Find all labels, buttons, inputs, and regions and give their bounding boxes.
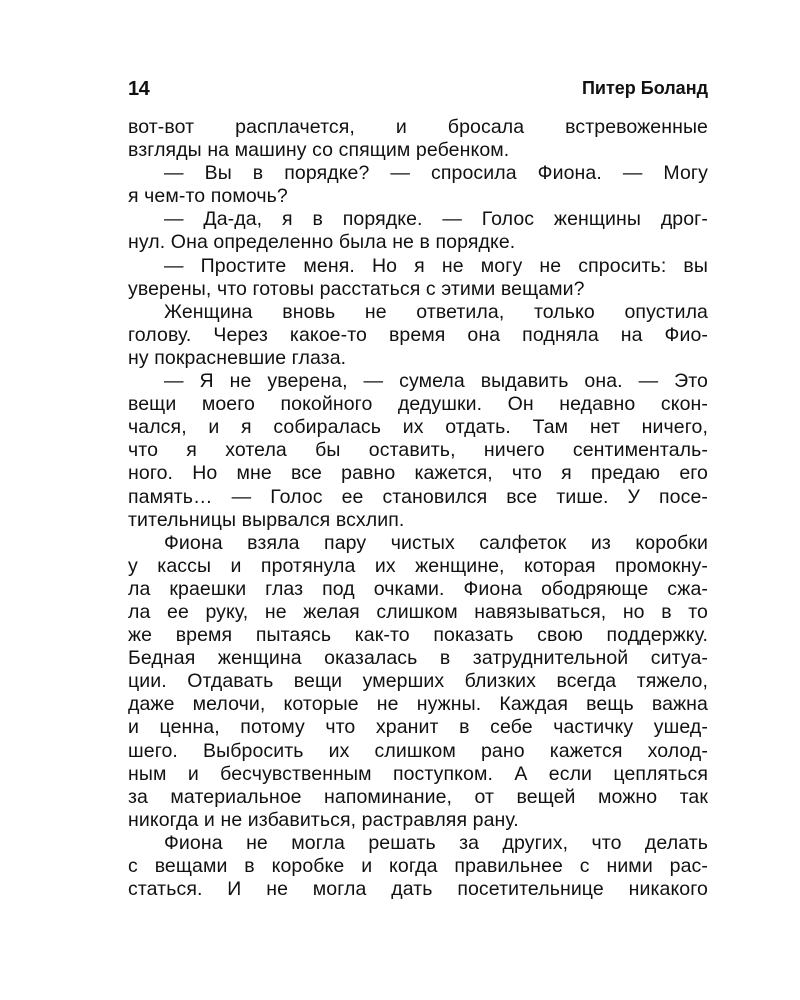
text-line: чался, и я собиралась их отдать. Там нет ничего, xyxy=(128,416,708,439)
text-line: — Я не уверена, — сумела выдавить она. — Это xyxy=(164,370,708,393)
text-line: ла ее руку, не желая слишком навязываться, но в то xyxy=(128,600,708,623)
text-line: — Вы в порядке? — спросила Фиона. — Могу xyxy=(164,162,708,185)
text-line: что я хотела бы оставить, ничего сентименталь- xyxy=(128,439,708,462)
text-line: голову. Через какое-то время она подняла на Фио- xyxy=(128,323,708,346)
page-header xyxy=(128,74,708,104)
text-line: шего. Выбросить их слишком рано кажется холод- xyxy=(128,739,708,762)
text-line: Фиона взяла пару чистых салфеток из коробки xyxy=(164,531,708,554)
text-line: я чем-то помочь? xyxy=(128,185,288,208)
text-line: вот-вот расплачется, и бросала встревоженные xyxy=(128,116,708,138)
text-line: — Простите меня. Но я не могу не спросить: вы xyxy=(164,254,708,277)
text-line: же время пытаясь как-то показать свою поддержку. xyxy=(128,624,708,647)
text-line: — Да-да, я в порядке. — Голос женщины дрог- xyxy=(164,208,708,231)
running-head: Питер Боланд xyxy=(581,78,708,98)
text-line: ла краешки глаз под очками. Фиона ободряюще сжа- xyxy=(128,577,708,600)
text-line: уверены, что готовы расстаться с этими вещами? xyxy=(128,277,585,300)
text-line: вещи моего покойного дедушки. Он недавно скон- xyxy=(128,393,708,416)
text-line: у кассы и протянула их женщине, которая промокну- xyxy=(128,554,708,577)
text-line: Бедная женщина оказалась в затруднительной ситуа- xyxy=(128,647,708,670)
text-line: ну покрасневшие глаза. xyxy=(128,346,347,369)
text-line: Фиона не могла решать за других, что делать xyxy=(164,831,708,854)
text-line: память… — Голос ее становился все тише. У посе- xyxy=(128,485,708,508)
text-line: ции. Отдавать вещи умерших близких всегда тяжело, xyxy=(128,670,708,693)
body-text xyxy=(128,116,708,901)
text-line: за материальное напоминание, от вещей можно так xyxy=(128,785,708,808)
text-line: и ценна, потому что хранит в себе частичку ушед- xyxy=(128,716,708,739)
page-number: 14 xyxy=(128,78,150,100)
text-line: Женщина вновь не ответила, только опустила xyxy=(164,300,708,323)
text-line: статься. И не могла дать посетительнице никакого xyxy=(128,878,708,901)
text-line: с вещами в коробке и когда правильнее с ними рас- xyxy=(128,855,708,877)
text-line: даже мелочи, которые не нужны. Каждая вещь важна xyxy=(128,693,708,716)
text-line: нул. Она определенно была не в порядке. xyxy=(128,231,516,254)
text-line: ным и бесчувственным поступком. А если цепляться xyxy=(128,762,708,785)
text-line: ного. Но мне все равно кажется, что я предаю его xyxy=(128,462,708,485)
text-line: никогда и не избавиться, растравляя рану. xyxy=(128,808,519,831)
text-line: взгляды на машину со спящим ребенком. xyxy=(128,139,510,162)
text-line: тительницы вырвался всхлип. xyxy=(128,508,405,531)
